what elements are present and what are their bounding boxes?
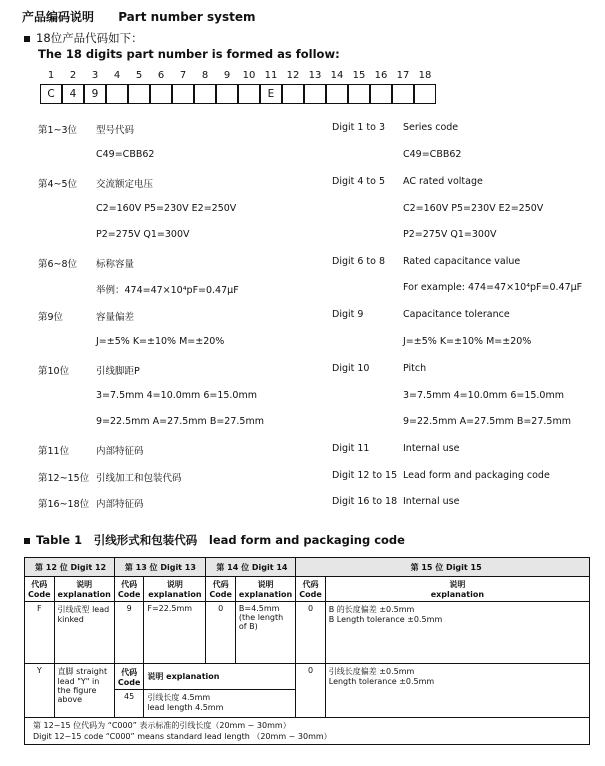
row-en-label: Digit 4 to 5 [332,176,386,187]
digit-box [172,84,194,104]
row-cn-label: 第12~15位 [38,473,90,484]
cell-code: 0 [206,602,236,664]
digit-number: 13 [308,70,322,81]
digit-number: 9 [223,70,231,81]
row-en-label: Digit 9 [332,309,364,320]
cell-expl: 引线成型 lead kinked [54,602,114,664]
digit-number: 2 [69,70,77,81]
digit-box [128,84,150,104]
row-en-label: Digit 6 to 8 [332,256,386,267]
row-cn-text: 引线脚距P [96,366,140,377]
digit-number: 8 [201,70,209,81]
section1-heading: 18位产品代码如下： [24,30,143,46]
row-en-text: Internal use [403,443,460,454]
row-en-text: C2=160V P5=230V E2=250V [403,203,544,214]
digit-box: E [260,84,282,104]
digit-number: 5 [135,70,143,81]
row-cn-label: 第4~5位 [38,179,78,190]
row-cn-text: 内部特征码 [96,446,144,457]
row-cn-text: 容量偏差 [96,312,135,323]
row-en-text: 3=7.5mm 4=10.0mm 6=15.0mm [403,390,564,401]
row-en-text: Pitch [403,363,427,374]
row-cn-label: 第1~3位 [38,125,78,136]
row-en-text: C49=CBB62 [403,149,462,160]
cell-code: Y [25,664,55,718]
row-cn-label: 第6~8位 [38,259,78,270]
section1-subheading: The 18 digits part number is formed as follow: [38,47,340,61]
row-cn-text: 3=7.5mm 4=10.0mm 6=15.0mm [96,390,257,401]
row-cn-label: 第9位 [38,312,64,323]
row-cn-text: 举例：474=47×10⁴pF=0.47μF [96,285,239,296]
table1-heading: Table 1 引线形式和包装代码 lead form and packaging code [24,532,405,548]
table-row-f [25,602,590,664]
title-cn: 产品编码说明 [22,10,95,24]
table-note: 第 12~15 位代码为 “C000” 表示标准的引线长度（20mm ~ 30mm） Digit 12~15 code “C000” means standard lead length （20mm ~ 30mm） [25,718,590,745]
title-en: Part number system [118,10,256,24]
row-en-label: Digit 11 [332,443,370,454]
cell-expl: F=22.5mm [144,602,206,664]
digit-number: 14 [330,70,344,81]
row-cn-text: J=±5% K=±10% M=±20% [96,336,225,347]
header-digit12: 第 12 位 Digit 12 [25,558,115,577]
row-cn-text: 标称容量 [96,259,135,270]
cell-expl: 引线长度 4.5mm lead length 4.5mm [144,690,296,718]
row-en-text: P2=275V Q1=300V [403,229,497,240]
digit-number: 10 [242,70,256,81]
bullet-icon [24,36,30,42]
cell-code: 9 [114,602,144,664]
expl-header: 说明 explanation [144,664,296,690]
document-title [22,8,256,25]
digit-box [348,84,370,104]
cell-expl: 直脚 straight lead "Y" in the figure above [54,664,114,718]
row-cn-text: 9=22.5mm A=27.5mm B=27.5mm [96,416,264,427]
header-digit14: 第 14 位 Digit 14 [206,558,296,577]
digit-number: 16 [374,70,388,81]
row-en-label: Digit 10 [332,363,370,374]
digit-box: 4 [62,84,84,104]
digit-box [304,84,326,104]
row-cn-label: 第11位 [38,446,70,457]
digit-number: 11 [264,70,278,81]
expl-header: 说明 explanation [325,577,589,602]
digit-box [150,84,172,104]
code-header: 代码 Code [114,577,144,602]
row-cn-text: C49=CBB62 [96,149,155,160]
row-en-text: Capacitance tolerance [403,309,510,320]
cell-code: F [25,602,55,664]
cell-code: 45 [114,690,144,718]
expl-header: 说明 explanation [144,577,206,602]
row-en-label: Digit 1 to 3 [332,122,386,133]
expl-header: 说明 explanation [235,577,295,602]
header-digit15: 第 15 位 Digit 15 [296,558,590,577]
digit-box: C [40,84,62,104]
code-header: 代码 Code [25,577,55,602]
row-en-text: For example: 474=47×10⁴pF=0.47μF [403,282,583,293]
lead-form-table [24,557,590,745]
row-en-text: J=±5% K=±10% M=±20% [403,336,532,347]
cell-expl: B 的长度偏差 ±0.5mm B Length tolerance ±0.5mm [325,602,589,664]
row-cn-label: 第16~18位 [38,499,90,510]
cell-expl: B=4.5mm (the length of B) [235,602,295,664]
digit-number: 17 [396,70,410,81]
digit-box [282,84,304,104]
row-en-text: Series code [403,122,459,133]
row-en-text: Lead form and packaging code [403,470,550,481]
digit-number: 6 [157,70,165,81]
table-note-row [25,718,590,745]
row-en-text: 9=22.5mm A=27.5mm B=27.5mm [403,416,571,427]
cell-code: 0 [296,664,326,718]
table-row-y [25,664,590,690]
bullet-icon [24,538,30,544]
cell-expl: 引线长度偏差 ±0.5mm Length tolerance ±0.5mm [325,664,589,718]
digit-box [392,84,414,104]
digit-number: 3 [91,70,99,81]
digit-number: 12 [286,70,300,81]
code-header: 代码 Code [114,664,144,690]
row-cn-text: 型号代码 [96,125,135,136]
digit-box [326,84,348,104]
row-cn-text: 引线加工和包装代码 [96,473,182,484]
row-en-text: Rated capacitance value [403,256,521,267]
digit-number: 4 [113,70,121,81]
digit-box [216,84,238,104]
row-cn-text: 交流额定电压 [96,179,154,190]
digit-box [414,84,436,104]
digit-box [370,84,392,104]
row-en-text: AC rated voltage [403,176,483,187]
row-en-label: Digit 12 to 15 [332,470,398,481]
digit-box: 9 [84,84,106,104]
code-header: 代码 Code [296,577,326,602]
row-cn-text: P2=275V Q1=300V [96,229,190,240]
row-en-label: Digit 16 to 18 [332,496,398,507]
digit-box [238,84,260,104]
code-header: 代码 Code [206,577,236,602]
expl-header: 说明 explanation [54,577,114,602]
row-cn-text: C2=160V P5=230V E2=250V [96,203,237,214]
digit-box [106,84,128,104]
header-digit13: 第 13 位 Digit 13 [114,558,206,577]
row-en-text: Internal use [403,496,460,507]
row-cn-text: 内部特征码 [96,499,144,510]
cell-code: 0 [296,602,326,664]
digit-number: 1 [47,70,55,81]
digit-box [194,84,216,104]
row-cn-label: 第10位 [38,366,70,377]
digit-number: 7 [179,70,187,81]
digit-number: 15 [352,70,366,81]
digit-number: 18 [418,70,432,81]
